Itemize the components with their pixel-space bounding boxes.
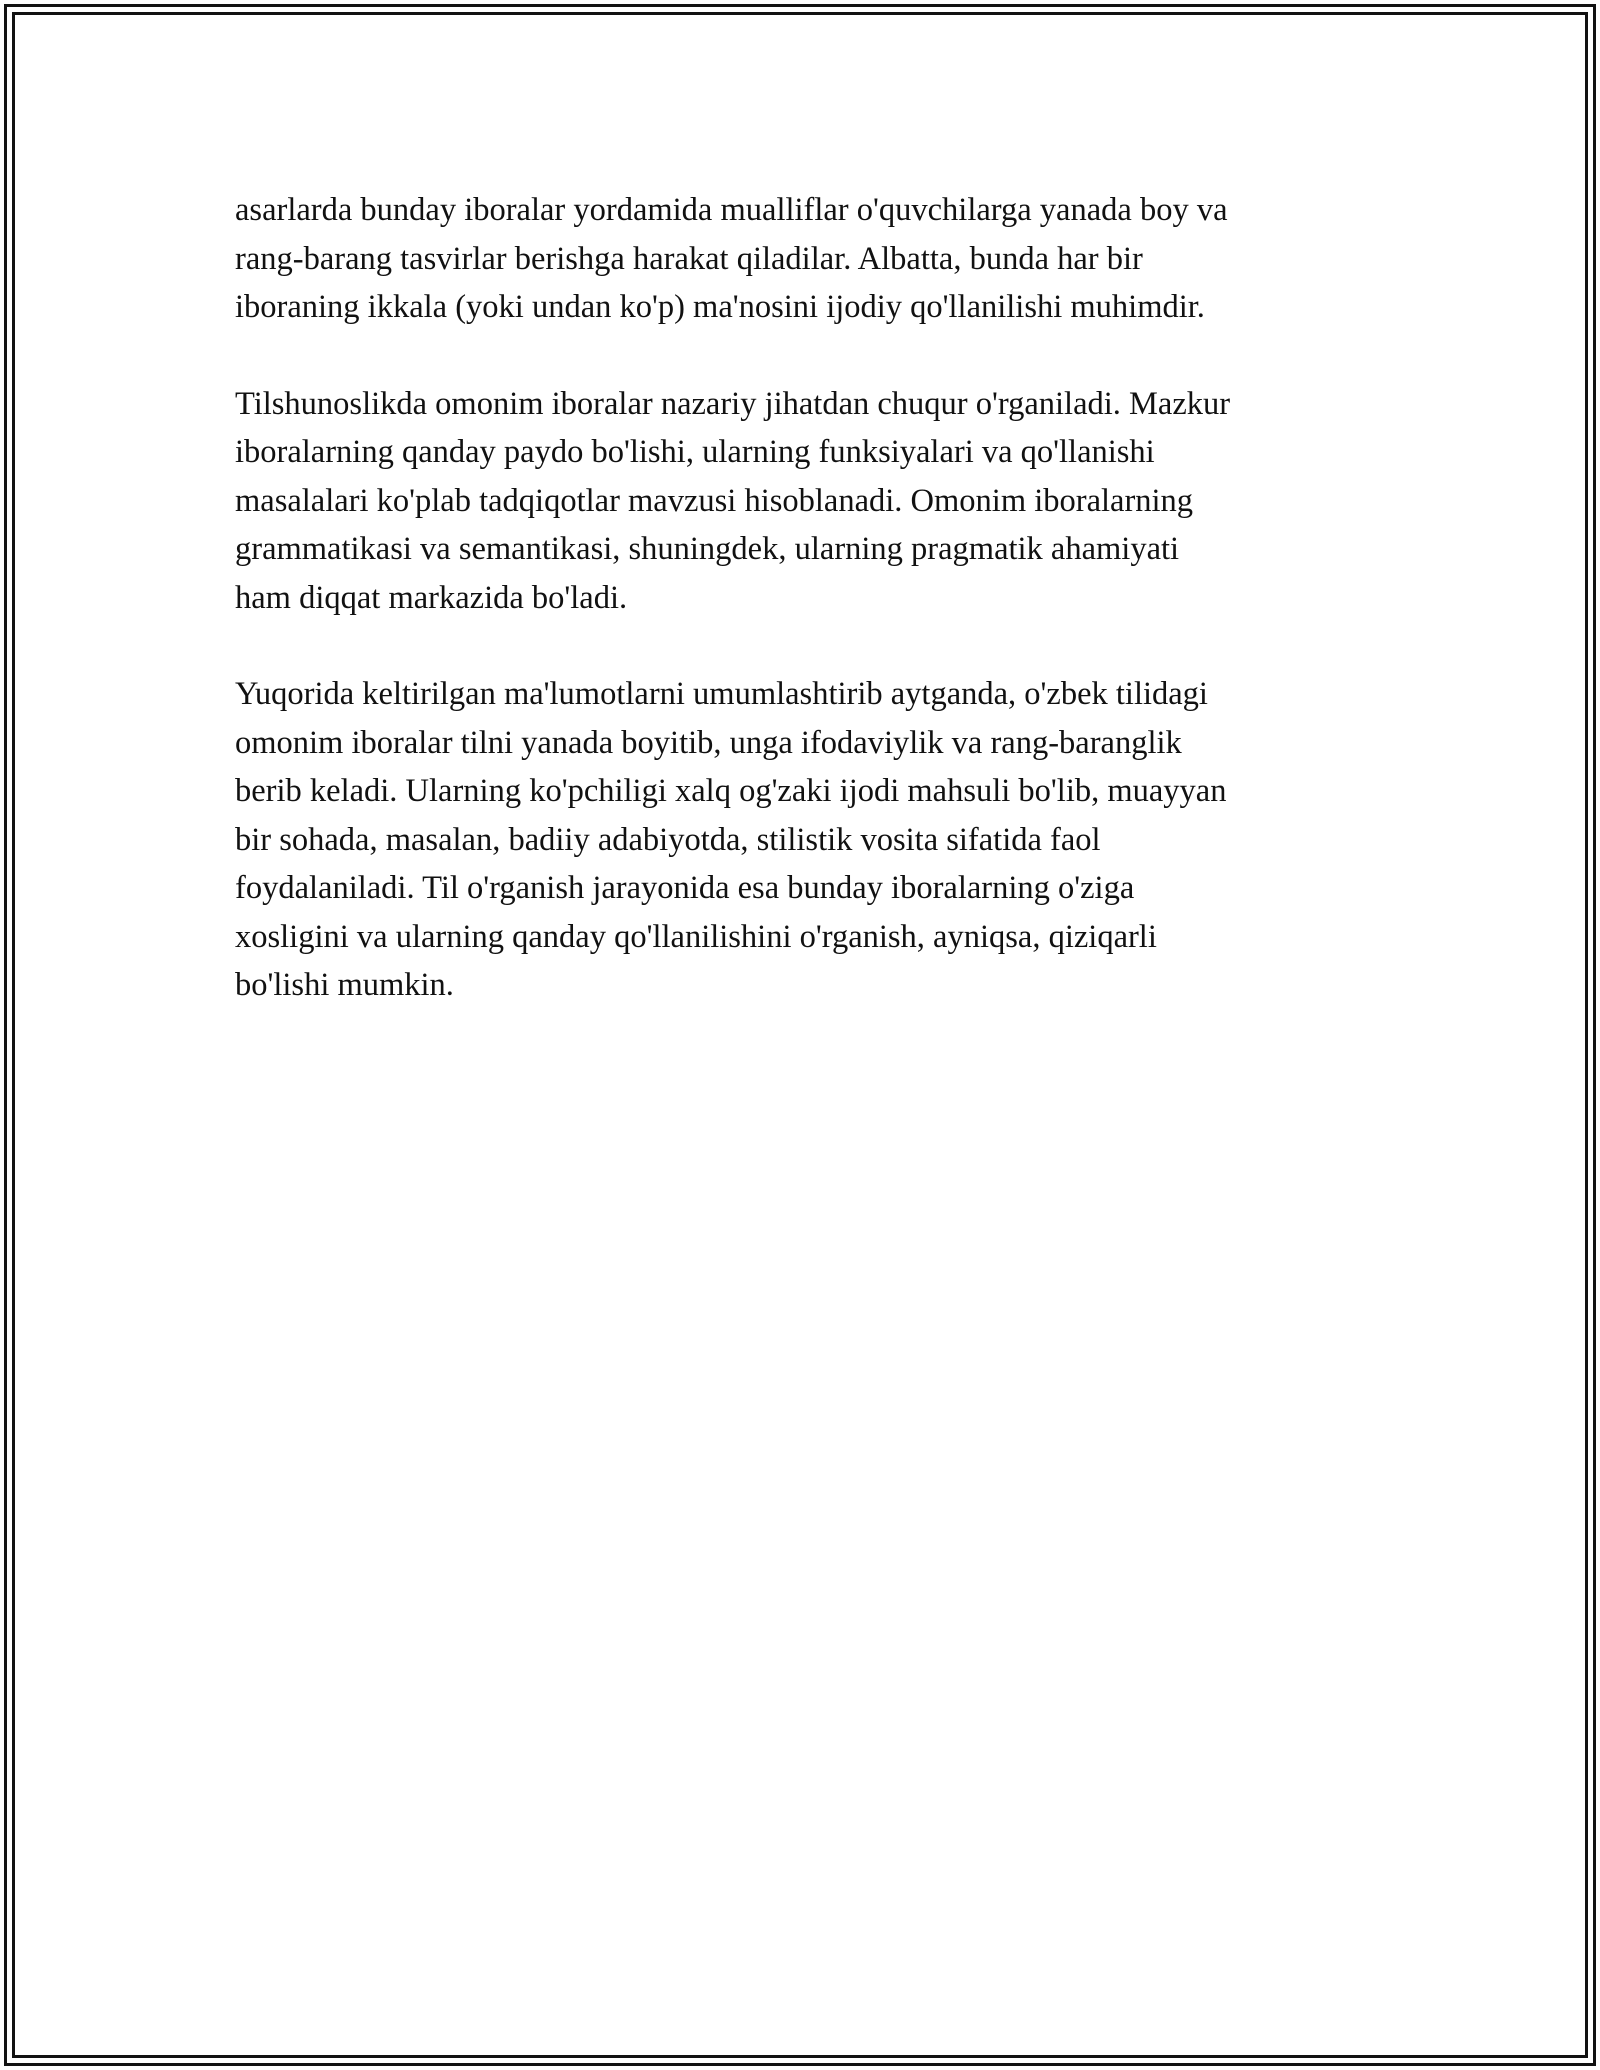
text-line: Tilshunoslikda omonim iboralar nazariy jihatdan chuqur o'rganiladi. Mazkur — [235, 385, 1231, 422]
text-line: foydalaniladi. Til o'rganish jarayonida esa bunday iboralarning o'ziga — [235, 870, 1135, 906]
text-line: omonim iboralar tilni yanada boyitib, unga ifodaviylik va rang-baranglik — [235, 724, 1182, 761]
paragraph-3 — [235, 670, 1375, 1010]
document-body — [235, 186, 1375, 1058]
text-line: grammatikasi va semantikasi, shuningdek, ularning pragmatik ahamiyati — [235, 531, 1180, 567]
text-line: iboraning ikkala (yoki undan ko'p) ma'nosini ijodiy qo'llanilishi muhimdir. — [235, 289, 1205, 325]
paragraph-1 — [235, 186, 1375, 332]
text-line: masalalari ko'plab tadqiqotlar mavzusi hisoblanadi. Omonim iboralarning — [235, 482, 1194, 519]
text-line: iboralarning qanday paydo bo'lishi, ularning funksiyalari va qo'llanishi — [235, 434, 1155, 470]
text-line: Yuqorida keltirilgan ma'lumotlarni umumlashtirib aytganda, o'zbek tilidagi — [235, 676, 1208, 712]
text-line: ham diqqat markazida bo'ladi. — [235, 579, 628, 616]
text-line: xosligini va ularning qanday qo'llanilishini o'rganish, ayniqsa, qiziqarli — [235, 918, 1157, 955]
text-line: rang-barang tasvirlar berishga harakat qiladilar. Albatta, bunda har bir — [235, 240, 1143, 277]
text-line: asarlarda bunday iboralar yordamida mualliflar o'quvchilarga yanada boy va — [235, 192, 1228, 228]
text-line: bir sohada, masalan, badiiy adabiyotda, stilistik vosita sifatida faol — [235, 821, 1101, 858]
text-line: berib keladi. Ularning ko'pchiligi xalq og'zaki ijodi mahsuli bo'lib, muayyan — [235, 773, 1227, 809]
text-line: bo'lishi mumkin. — [235, 967, 454, 1003]
paragraph-2 — [235, 380, 1375, 623]
